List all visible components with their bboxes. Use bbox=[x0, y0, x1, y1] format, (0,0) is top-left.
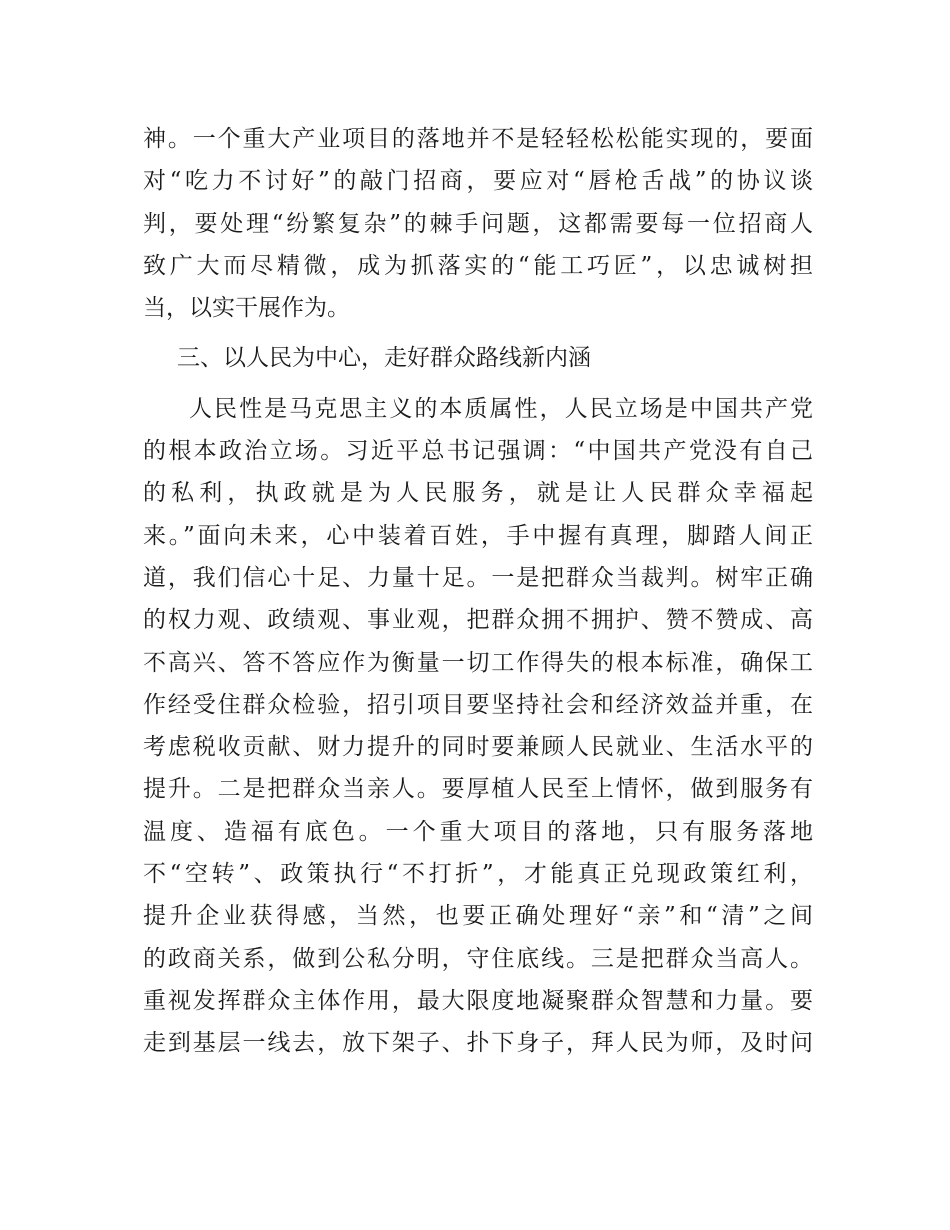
paragraph-line: 的私利，执政就是为人民服务，就是让人民群众幸福起 bbox=[143, 480, 813, 507]
paragraph-line: 来。”面向未来，心中装着百姓，手中握有真理，脚踏人间正 bbox=[143, 522, 813, 549]
paragraph-line: 当，以实干展作为。 bbox=[143, 295, 350, 322]
paragraph-line: 神。一个重大产业项目的落地并不是轻轻松松能实现的，要面 bbox=[143, 126, 813, 152]
paragraph-line: 不高兴、答不答应作为衡量一切工作得失的根本标准，确保工 bbox=[143, 649, 813, 676]
paragraph-line: 道，我们信心十足、力量十足。一是把群众当裁判。树牢正确 bbox=[143, 564, 813, 591]
section-heading: 三、以人民为中心，走好群众路线新内涵 bbox=[177, 345, 591, 372]
document-body bbox=[143, 118, 813, 1065]
paragraph-line: 提升企业获得感，当然，也要正确处理好“亲”和“清”之间 bbox=[143, 903, 813, 930]
paragraph-line: 作经受住群众检验，招引项目要坚持社会和经济效益并重，在 bbox=[143, 691, 813, 718]
paragraph-line: 的根本政治立场。习近平总书记强调：“中国共产党没有自己 bbox=[143, 438, 813, 465]
paragraph-line: 不“空转”、政策执行“不打折”，才能真正兑现政策红利， bbox=[143, 861, 813, 888]
paragraph-line: 提升。二是把群众当亲人。要厚植人民至上情怀，做到服务有 bbox=[143, 776, 813, 803]
paragraph-line: 温度、造福有底色。一个重大项目的落地，只有服务落地 bbox=[143, 818, 813, 845]
paragraph-continuation bbox=[143, 118, 813, 329]
paragraph-line: 重视发挥群众主体作用，最大限度地凝聚群众智慧和力量。要 bbox=[143, 987, 813, 1014]
paragraph-line: 走到基层一线去，放下架子、扑下身子，拜人民为师，及时问 bbox=[143, 1030, 813, 1057]
paragraph-line: 的政商关系，做到公私分明，守住底线。三是把群众当高人。 bbox=[143, 945, 813, 972]
paragraph-line: 的权力观、政绩观、事业观，把群众拥不拥护、赞不赞成、高 bbox=[143, 607, 813, 634]
paragraph-main bbox=[143, 388, 813, 1065]
paragraph-line: 考虑税收贡献、财力提升的同时要兼顾人民就业、生活水平的 bbox=[143, 734, 813, 761]
paragraph-line: 判，要处理“纷繁复杂”的棘手问题，这都需要每一位招商人 bbox=[143, 210, 813, 237]
paragraph-line: 对“吃力不讨好”的敲门招商，要应对“唇枪舌战”的协议谈 bbox=[143, 168, 813, 195]
paragraph-line: 致广大而尽精微，成为抓落实的“能工巧匠”，以忠诚树担 bbox=[143, 252, 813, 279]
paragraph-line: 人民性是马克思主义的本质属性，人民立场是中国共产党 bbox=[189, 395, 813, 422]
